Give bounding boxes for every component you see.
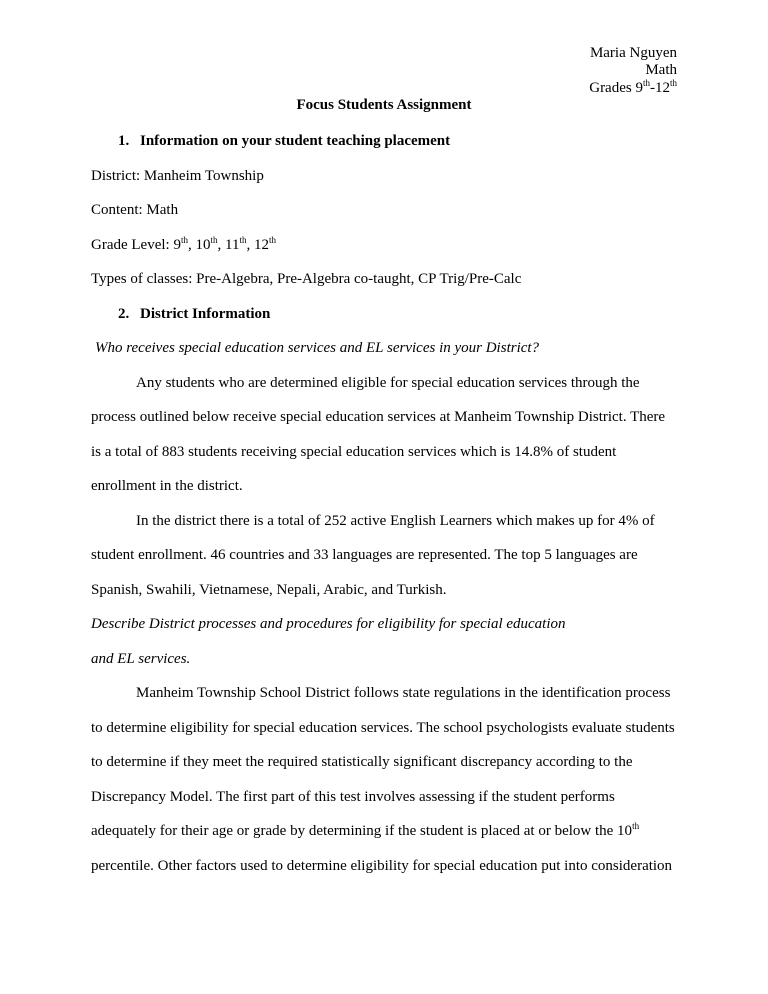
prompt-italic-line: Describe District processes and procedures for eligibility for special education bbox=[91, 616, 566, 632]
grades-text: Grades 9 bbox=[589, 79, 643, 96]
grade-level-line bbox=[91, 228, 677, 263]
author-grades bbox=[91, 77, 677, 97]
heading-label: District Information bbox=[140, 305, 271, 322]
grades-text: -12 bbox=[649, 79, 670, 96]
grade-text: , 11 bbox=[217, 236, 240, 253]
class-types-line: Types of classes: Pre-Algebra, Pre-Algebra co-taught, CP Trig/Pre-Calc bbox=[91, 271, 522, 287]
author-subject: Math bbox=[645, 62, 677, 79]
list-number: 2. bbox=[118, 305, 130, 322]
superscript-ordinal: th bbox=[268, 234, 276, 245]
paragraph-line: process outlined below receive special education services at Manheim Township District. There bbox=[91, 409, 666, 425]
paragraph-line: to determine if they meet the required statistically significant discrepancy according to the bbox=[91, 754, 633, 770]
heading-label: Information on your student teaching placement bbox=[140, 133, 451, 149]
paragraph-line: enrollment in the district. bbox=[91, 478, 243, 494]
superscript-ordinal: th bbox=[210, 234, 218, 245]
paragraph-line: to determine eligibility for special education services. The school psychologists evaluate students bbox=[91, 719, 675, 736]
paragraph-text: adequately for their age or grade by determining if the student is placed at or below the 10 bbox=[91, 823, 633, 839]
list-number: 1. bbox=[118, 133, 130, 149]
grade-text: , 10 bbox=[187, 236, 211, 253]
content-line: Content: Math bbox=[91, 202, 179, 218]
document-title: Focus Students Assignment bbox=[296, 96, 472, 113]
superscript-ordinal: th bbox=[642, 77, 650, 88]
superscript-ordinal: th bbox=[239, 234, 247, 245]
paragraph-line bbox=[91, 814, 677, 849]
paragraph-line: Any students who are determined eligible for special education services through the bbox=[136, 374, 640, 391]
paragraph-line: is a total of 883 students receiving special education services which is 14.8% of student bbox=[91, 443, 617, 460]
district-line: District: Manheim Township bbox=[91, 167, 264, 184]
section-1-heading bbox=[91, 124, 677, 159]
paragraph-line: Discrepancy Model. The first part of this test involves assessing if the student performs bbox=[91, 788, 615, 805]
paragraph-line: Spanish, Swahili, Vietnamese, Nepali, Arabic, and Turkish. bbox=[91, 581, 447, 598]
question-italic-line: Who receives special education services and EL services in your District? bbox=[95, 340, 540, 356]
document-body bbox=[91, 124, 677, 883]
author-name: Maria Nguyen bbox=[589, 45, 677, 61]
superscript-ordinal: th bbox=[632, 821, 640, 831]
superscript-ordinal: th bbox=[180, 234, 188, 245]
paragraph-line: percentile. Other factors used to determine eligibility for special education put into consideration bbox=[91, 857, 673, 874]
paragraph-line: student enrollment. 46 countries and 33 languages are represented. The top 5 languages are bbox=[91, 547, 638, 563]
grade-text: , 12 bbox=[246, 236, 269, 253]
section-2-heading bbox=[91, 297, 677, 332]
prompt-italic-line: and EL services. bbox=[91, 650, 191, 667]
grade-text: Grade Level: 9 bbox=[91, 236, 181, 253]
paragraph-line: In the district there is a total of 252 active English Learners which makes up for 4% of bbox=[136, 512, 655, 529]
paragraph-line: Manheim Township School District follows state regulations in the identification process bbox=[136, 685, 671, 701]
superscript-ordinal: th bbox=[669, 77, 677, 88]
header-block bbox=[91, 45, 677, 97]
